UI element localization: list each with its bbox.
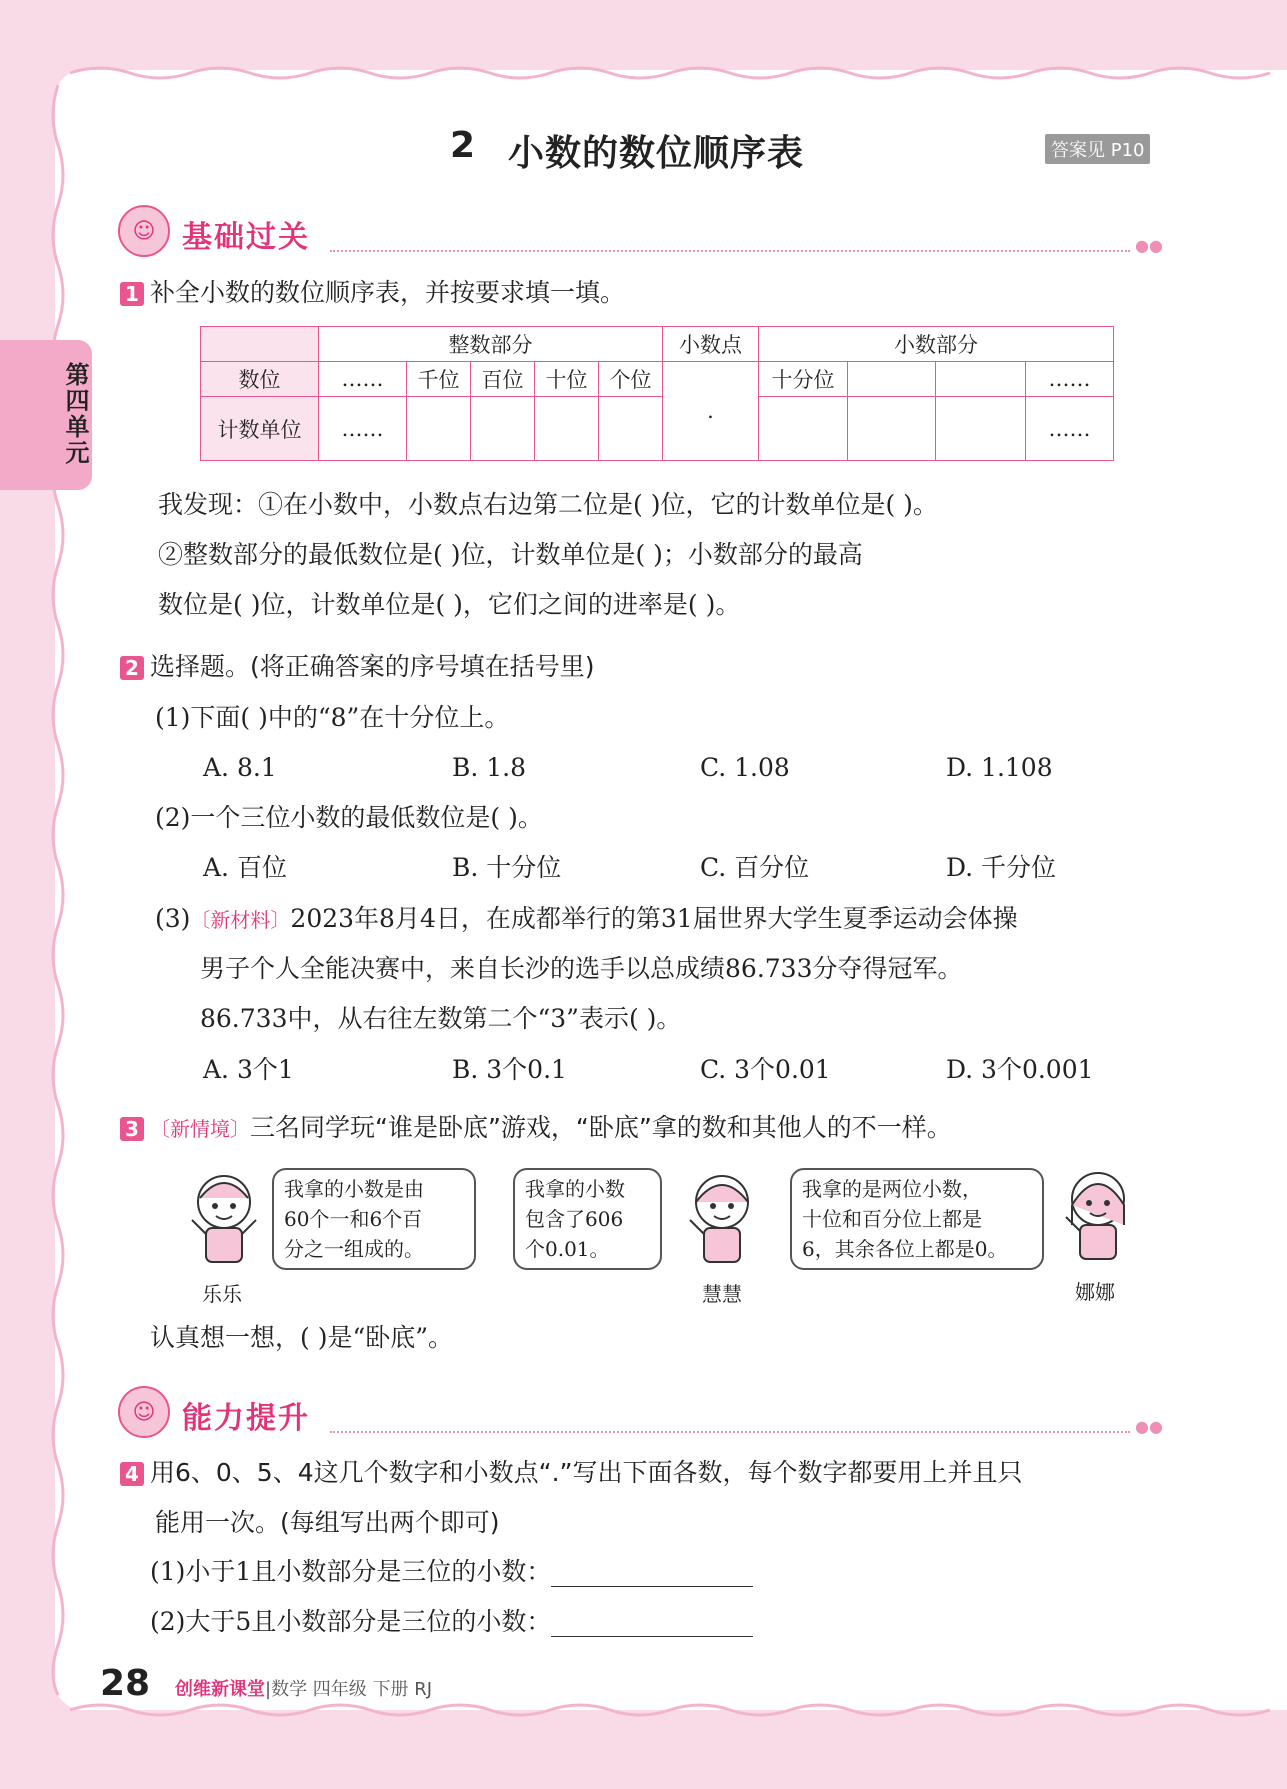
integer-part-header: 整数部分: [319, 327, 663, 362]
question-4: [120, 1458, 1022, 1488]
student-mascot-icon: ☺: [118, 1386, 170, 1438]
question-1: [120, 278, 625, 308]
section-advanced-header: [118, 1386, 170, 1438]
q3-conclusion: 认真想一想，( )是“卧底”。: [150, 1323, 454, 1352]
cell-point: .: [663, 362, 759, 461]
book-info: |数学 四年级 下册 RJ: [265, 1679, 433, 1700]
question-text: 用6、0、5、4这几个数字和小数点“.”写出下面各数，每个数字都要用上并且只: [150, 1458, 1023, 1487]
decimal-part-header: 小数部分: [759, 327, 1114, 362]
q2-sub3-line2: 男子个人全能决赛中，来自长沙的选手以总成绩86.733分夺得冠军。: [200, 954, 963, 983]
cell-dots: ……: [1026, 397, 1114, 461]
bubble-line: 我拿的小数: [525, 1177, 625, 1201]
bubble-line: 我拿的是两位小数，: [802, 1177, 982, 1201]
question-text: 三名同学玩“谁是卧底”游戏，“卧底”拿的数和其他人的不一样。: [250, 1113, 952, 1142]
q4-sub1: [150, 1557, 753, 1587]
speech-bubble-huihui: [513, 1168, 662, 1270]
bubble-line: 包含了606: [525, 1207, 624, 1231]
option-d[interactable]: D. 3个0.001: [946, 1055, 1094, 1084]
unit-side-label: 第四单元: [61, 362, 89, 466]
new-material-tag: 〔新材料〕: [190, 908, 291, 932]
speech-bubble-lele: [272, 1168, 476, 1270]
option-c[interactable]: C. 3个0.01: [700, 1055, 831, 1084]
table-corner: [201, 327, 319, 362]
section-divider: [330, 250, 1130, 252]
question-number: 1: [120, 282, 144, 306]
q1-finding-line-3: 数位是( )位，计数单位是( )，它们之间的进率是( )。: [158, 590, 741, 619]
option-c[interactable]: C. 1.08: [700, 753, 790, 782]
speech-bubble-nana: [790, 1168, 1044, 1270]
cell-tenths: 十分位: [759, 362, 848, 397]
cell-blank-input[interactable]: [936, 397, 1026, 461]
cell-hundreds: 百位: [471, 362, 535, 397]
page-number: 28: [100, 1663, 151, 1704]
name-lele: 乐乐: [202, 1282, 242, 1306]
question-number: 2: [120, 656, 144, 680]
student-mascot-icon: ☺: [118, 205, 170, 257]
sub-text: 2023年8月4日，在成都举行的第31届世界大学生夏季运动会体操: [290, 904, 1018, 933]
page-title: 小数的数位顺序表: [508, 133, 805, 174]
option-a[interactable]: A. 3个1: [203, 1055, 294, 1084]
option-b[interactable]: B. 十分位: [452, 853, 562, 882]
question-text: 补全小数的数位顺序表，并按要求填一填。: [150, 278, 626, 307]
bubble-line: 十位和百分位上都是: [802, 1207, 982, 1231]
bubble-line: 个0.01。: [525, 1237, 610, 1261]
bubble-line: 60个一和6个百: [284, 1207, 423, 1231]
section-basic-header: [118, 205, 170, 257]
question-text: 选择题。(将正确答案的序号填在括号里): [150, 652, 595, 681]
publisher-brand: 创维新课堂: [175, 1679, 265, 1700]
sub-text: (2)大于5且小数部分是三位的小数：: [150, 1607, 552, 1636]
q2-sub2: (2)一个三位小数的最低数位是( )。: [155, 803, 543, 832]
lesson-number: 2: [450, 125, 476, 166]
cell-blank-input[interactable]: [759, 397, 848, 461]
option-b[interactable]: B. 3个0.1: [452, 1055, 567, 1084]
section-advanced-title: 能力提升: [182, 1401, 310, 1436]
option-c[interactable]: C. 百分位: [700, 853, 810, 882]
question-number: 4: [120, 1462, 144, 1486]
bubble-line: 6，其余各位上都是0。: [802, 1237, 1008, 1261]
cell-dots: ……: [319, 362, 407, 397]
q4-sub2: [150, 1607, 753, 1637]
bubble-line: 分之一组成的。: [284, 1237, 424, 1261]
answer-blank[interactable]: [551, 1612, 753, 1637]
cell-dots: ……: [319, 397, 407, 461]
option-d[interactable]: D. 1.108: [946, 753, 1053, 782]
answer-reference-badge: 答案见 P10: [1045, 134, 1150, 164]
cell-blank-input[interactable]: [407, 397, 471, 461]
q2-sub1: (1)下面( )中的“8”在十分位上。: [155, 703, 510, 732]
answer-blank[interactable]: [551, 1562, 753, 1587]
question-number: 3: [120, 1117, 144, 1141]
q2-sub3-line3: 86.733中，从右往左数第二个“3”表示( )。: [200, 1004, 682, 1033]
question-2: [120, 652, 595, 682]
decimal-point-header: 小数点: [663, 327, 759, 362]
sub-number: (3): [155, 904, 191, 933]
cell-blank-input[interactable]: [848, 397, 936, 461]
name-huihui: 慧慧: [702, 1282, 742, 1306]
option-d[interactable]: D. 千分位: [946, 853, 1057, 882]
section-basic-title: 基础过关: [182, 220, 310, 255]
cell-ones: 个位: [599, 362, 663, 397]
q1-finding-line-1: 我发现：①在小数中，小数点右边第二位是( )位，它的计数单位是( )。: [158, 490, 938, 519]
cell-tens: 十位: [535, 362, 599, 397]
cell-dots: ……: [1026, 362, 1114, 397]
place-value-table: [200, 326, 1114, 461]
option-a[interactable]: A. 百位: [203, 853, 287, 882]
footer-info: [175, 1675, 432, 1701]
question-4-line-2: 能用一次。(每组写出两个即可): [155, 1508, 500, 1537]
option-a[interactable]: A. 8.1: [203, 753, 277, 782]
sub-text: (1)小于1且小数部分是三位的小数：: [150, 1557, 552, 1586]
row-label-digit-place: 数位: [201, 362, 319, 397]
name-nana: 娜娜: [1075, 1280, 1115, 1304]
cell-blank-input[interactable]: [471, 397, 535, 461]
q1-finding-line-2: ②整数部分的最低数位是( )位，计数单位是( )；小数部分的最高: [158, 540, 863, 569]
decorative-dots-icon: ●●: [1135, 1417, 1163, 1436]
cell-blank-input[interactable]: [936, 362, 1026, 397]
row-label-counting-unit: 计数单位: [201, 397, 319, 461]
bubble-line: 我拿的小数是由: [284, 1177, 424, 1201]
decorative-dots-icon: ●●: [1135, 236, 1163, 255]
girl-huihui-illustration: [686, 1168, 758, 1278]
cell-blank-input[interactable]: [599, 397, 663, 461]
boy-lele-illustration: [188, 1168, 260, 1278]
section-divider: [330, 1431, 1130, 1433]
question-3: [120, 1113, 952, 1144]
cell-blank-input[interactable]: [535, 397, 599, 461]
option-b[interactable]: B. 1.8: [452, 753, 527, 782]
new-context-tag: 〔新情境〕: [150, 1117, 250, 1141]
q2-sub3-line1: [155, 904, 1018, 935]
cell-blank-input[interactable]: [848, 362, 936, 397]
girl-nana-illustration: [1062, 1165, 1134, 1275]
cell-thousands: 千位: [407, 362, 471, 397]
